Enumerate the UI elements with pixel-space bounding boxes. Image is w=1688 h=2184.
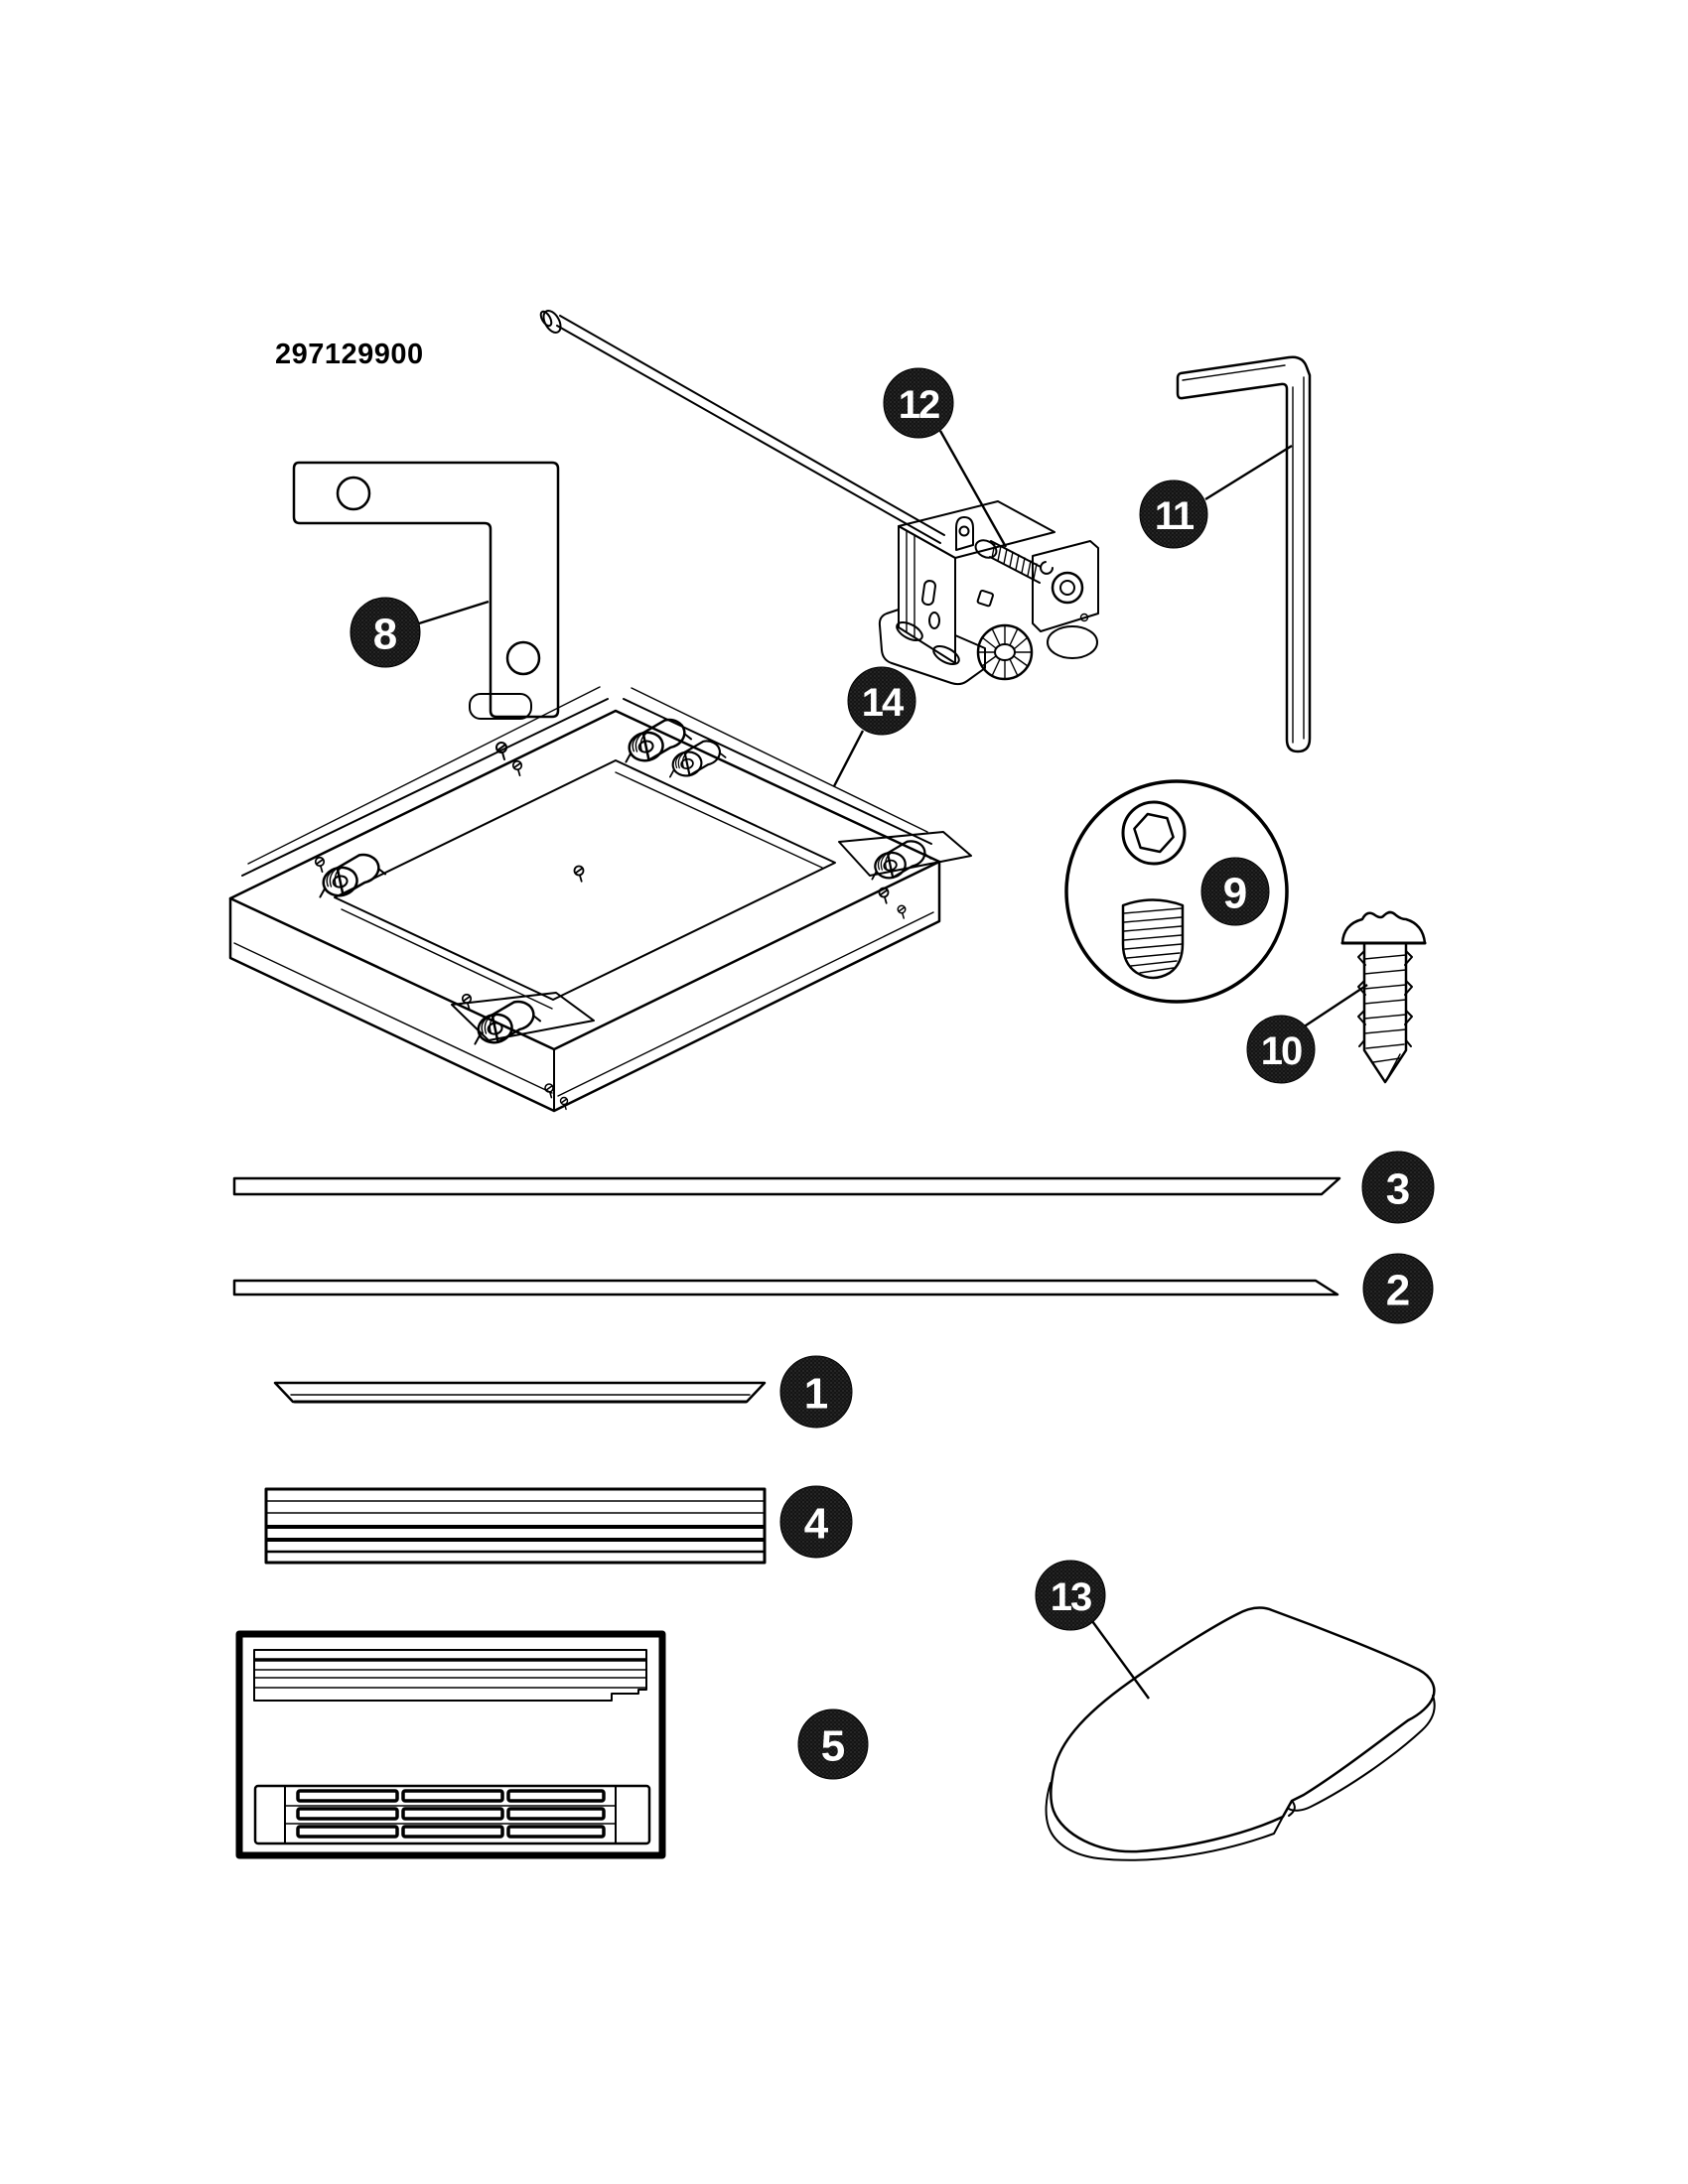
- part-5-toe-kick-panel: [239, 1634, 662, 1855]
- callout-13: [1036, 1561, 1149, 1699]
- callout-2: [1363, 1254, 1433, 1323]
- callout-number: 9: [1222, 869, 1248, 918]
- callout-leader-line: [1303, 985, 1367, 1027]
- hex-socket-view: [1123, 802, 1185, 864]
- rod: [539, 308, 944, 543]
- callout-layer: [351, 368, 1434, 1779]
- callout-leader-line: [419, 602, 489, 623]
- bracket-hole: [338, 478, 369, 509]
- callout-5: [798, 1709, 868, 1779]
- callout-number: 4: [803, 1499, 829, 1549]
- callout-number: 11: [1154, 494, 1194, 538]
- callout-leader-line: [1092, 1621, 1149, 1699]
- part-number-label: 297129900: [275, 339, 424, 370]
- callout-number: 12: [898, 383, 939, 427]
- part-3-trim-strip: [234, 1178, 1339, 1194]
- part-10-mounting-screw: [1342, 912, 1425, 1082]
- callout-number: 8: [372, 610, 398, 659]
- callout-14: [834, 667, 915, 786]
- upper-grille-band: [254, 1650, 646, 1701]
- part-1-trim-strip: [275, 1383, 765, 1402]
- callout-number: 2: [1385, 1266, 1411, 1315]
- part-14-base-frame: [230, 687, 971, 1111]
- callout-number: 14: [861, 681, 903, 725]
- part-13-corner-cover: [1047, 1607, 1435, 1859]
- part-4-grille-panel: [266, 1489, 765, 1563]
- callout-number: 5: [820, 1721, 846, 1771]
- callout-11: [1140, 446, 1292, 548]
- callout-number: 13: [1050, 1575, 1091, 1619]
- callout-leader-line: [1205, 446, 1292, 499]
- part-12-rod-assembly: [539, 308, 1098, 684]
- latch-mechanism: [880, 501, 1098, 684]
- callout-4: [780, 1486, 852, 1558]
- bracket-hole: [507, 642, 539, 674]
- callout-3: [1362, 1152, 1434, 1223]
- vent-grille: [255, 1786, 649, 1843]
- callout-number: 1: [803, 1369, 829, 1419]
- callout-8: [351, 598, 489, 667]
- part-11-hex-wrench: [1178, 357, 1310, 751]
- callout-number: 10: [1260, 1029, 1302, 1073]
- part-2-trim-strip: [234, 1281, 1337, 1295]
- callout-9: [1201, 858, 1269, 925]
- callout-number: 3: [1385, 1164, 1411, 1214]
- callout-leader-line: [834, 731, 863, 786]
- callout-10: [1247, 985, 1367, 1083]
- set-screw-side-view: [1123, 900, 1183, 979]
- callout-1: [780, 1356, 852, 1428]
- part-8-corner-bracket: [294, 463, 558, 717]
- caster-plate: [452, 993, 594, 1040]
